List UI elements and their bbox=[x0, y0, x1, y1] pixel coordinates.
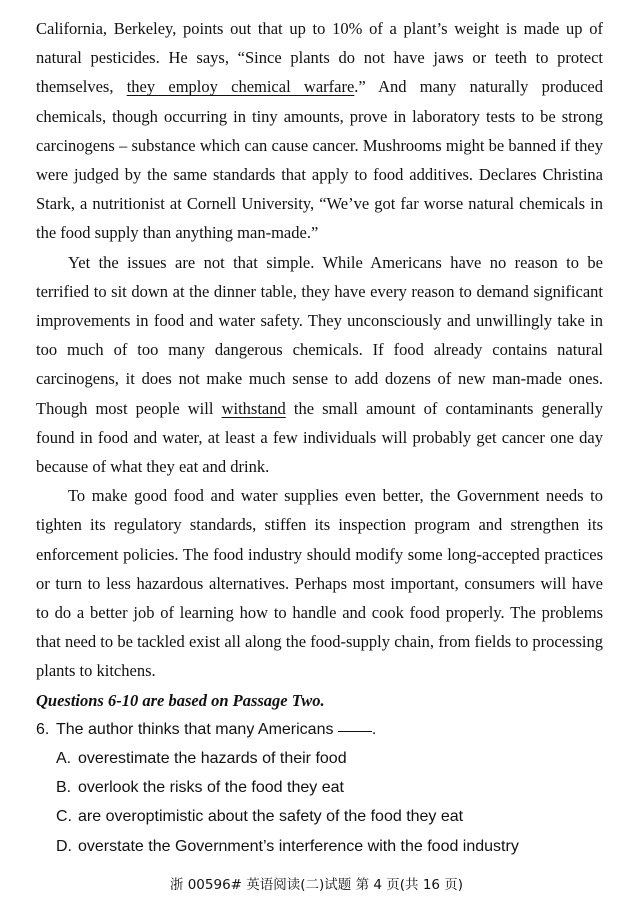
option-label: B. bbox=[56, 779, 72, 797]
option-b bbox=[36, 773, 603, 802]
passage-paragraph-2: Yet the issues are not that simple. While Americans have no reason to be terrified to sit down at the dinner table, they have every reason to demand significant improvements in food and water safety. They unconsciously and unwillingly take in too much of too many dangerous chemicals. If food already contains natural carcinogens, it does not make much sense to add dozens of new man-made ones. Though most people will withstand the small amount of contaminants generally found in food and water, at least a few individuals will probably get cancer one day because of what they eat and drink. bbox=[36, 252, 603, 477]
page-footer: 浙 00596# 英语阅读(二)试题 第 4 页(共 16 页) bbox=[169, 877, 464, 893]
passage-paragraph-3: To make good food and water supplies even better, the Government needs to tighten its regulatory standards, stiffen its inspection program and strengthen its enforcement policies. The food industry should modify some long-accepted practices or turn to less hazardous alternatives. Perhaps most important, consumers will have to do a better job of learning how to handle and cook food properly. The problems that need to be tackled exist all along the food-supply chain, from fields to processing plants to kitchens. bbox=[36, 486, 603, 681]
question-6-stem: 6. The author thinks that many Americans . bbox=[36, 715, 603, 744]
option-label: C. bbox=[56, 808, 72, 826]
option-d bbox=[36, 832, 603, 861]
page-content bbox=[36, 14, 603, 861]
option-text: overlook the risks of the food they eat bbox=[78, 779, 344, 797]
underlined-word-withstand: withstand bbox=[221, 398, 286, 418]
underlined-phrase-chemical-warfare: they employ chemical warfare bbox=[126, 77, 355, 97]
option-a bbox=[36, 744, 603, 773]
questions-heading: Questions 6-10 are based on Passage Two. bbox=[36, 690, 325, 710]
option-c bbox=[36, 802, 603, 831]
option-label: A. bbox=[56, 750, 72, 768]
passage-paragraph-1: California, Berkeley, points out that up to 10% of a plant’s weight is made up of natural pesticides. He says, “Since plants do not have jaws or teeth to protect themselves, they employ chemical warfare.” And many naturally produced chemicals, though occurring in tiny amounts, prove in laboratory tests to be strong carcinogens – substance which can cause cancer. Mushrooms might be banned if they were judged by the same standards that apply to food additives. Declares Christina Stark, a nutritionist at Cornell University, “We’ve got far worse natural chemicals in the food supply than anything man-made.” bbox=[36, 19, 603, 243]
option-text: overestimate the hazards of their food bbox=[78, 750, 347, 768]
option-text: overstate the Government’s interference with the food industry bbox=[78, 837, 519, 855]
option-text: are overoptimistic about the safety of the food they eat bbox=[78, 808, 464, 826]
option-label: D. bbox=[56, 837, 72, 855]
answer-blank bbox=[338, 730, 372, 732]
question-number: 6. bbox=[36, 720, 50, 738]
